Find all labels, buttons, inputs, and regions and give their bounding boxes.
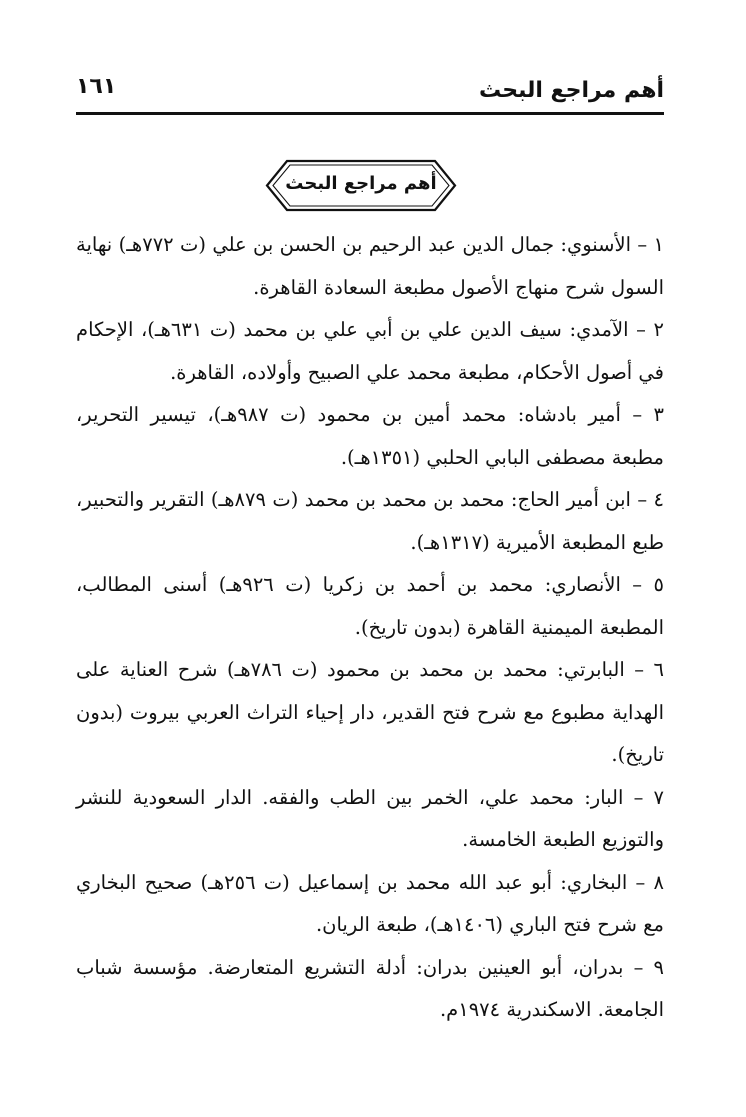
reference-item: ٥ – الأنصاري: محمد بن أحمد بن زكريا (ت ٩٢٦هـ) أسنى المطالب، المطبعة الميمنية القاهرة (بدون تاريخ). xyxy=(76,573,664,639)
reference-item: ٣ – أمير بادشاه: محمد أمين بن محمود (ت ٩٨٧هـ)، تيسير التحرير، مطبعة مصطفى البابي الحلبي (١٣٥١هـ). xyxy=(76,403,665,469)
running-header xyxy=(76,72,664,112)
reference-item: ٧ – البار: محمد علي، الخمر بين الطب والفقه. الدار السعودية للنشر والتوزيع الطبعة الخامسة. xyxy=(76,785,664,851)
section-title: أهم مراجع البحث xyxy=(285,173,437,194)
reference-item: ٩ – بدران، أبو العينين بدران: أدلة التشريع المتعارضة. مؤسسة شباب الجامعة. الاسكندرية ١٩٧٤م. xyxy=(76,955,664,1021)
reference-item: ٢ – الآمدي: سيف الدين علي بن أبي علي بن محمد (ت ٦٣١هـ)، الإحكام في أصول الأحكام، مطبعة محمد علي الصبيح وأولاده، القاهرة. xyxy=(76,318,664,384)
section-title-frame xyxy=(265,158,457,213)
reference-item: ٤ – ابن أمير الحاج: محمد بن محمد بن محمد (ت ٨٧٩هـ) التقرير والتحبير، طبع المطبعة الأميرية (١٣١٧هـ). xyxy=(76,488,665,554)
reference-item: ١ – الأسنوي: جمال الدين عبد الرحيم بن الحسن بن علي (ت ٧٧٢هـ) نهاية السول شرح منهاج الأصول مطبعة السعادة القاهرة. xyxy=(76,233,665,299)
page-number: ١٦١ xyxy=(76,74,117,99)
reference-item: ٦ – البابرتي: محمد بن محمد بن محمود (ت ٧٨٦هـ) شرح العناية على الهداية مطبوع مع شرح فتح القدير، دار إحياء التراث العربي بيروت (بدون تاريخ). xyxy=(76,658,665,766)
header-rule xyxy=(76,112,664,115)
reference-item: ٨ – البخاري: أبو عبد الله محمد بن إسماعيل (ت ٢٥٦هـ) صحيح البخاري مع شرح فتح الباري (١٤٠٦هـ)، طبعة الريان. xyxy=(76,870,664,936)
references-list xyxy=(76,224,664,1032)
running-title: أهم مراجع البحث xyxy=(478,78,664,103)
